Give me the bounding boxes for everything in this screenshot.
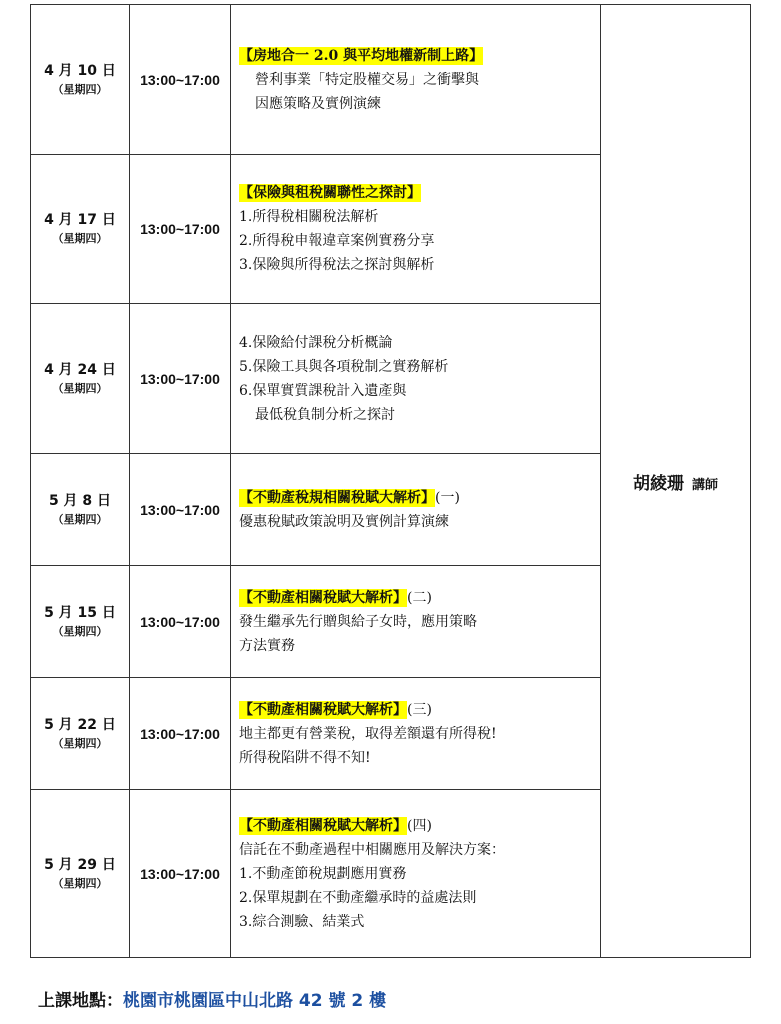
session-part-number: (一) <box>435 489 460 506</box>
venue-address: 桃園市桃園區中山北路 42 號 2 樓 <box>123 991 387 1011</box>
content-line: 營利事業「特定股權交易」之衝擊與 <box>255 71 479 88</box>
content-line: 地主都更有營業稅，取得差額還有所得稅! <box>239 725 497 742</box>
content-line: 因應策略及實例演練 <box>255 95 381 112</box>
content-line: 優惠稅賦政策說明及實例計算演練 <box>239 513 449 530</box>
content-line: 方法實務 <box>239 637 295 654</box>
session-date: 4 月 24 日 <box>44 361 116 378</box>
session-topic-highlight: 【房地合一 2.0 與平均地權新制上路】 <box>239 47 484 64</box>
session-date: 4 月 10 日 <box>44 62 116 79</box>
venue-label: 上課地點： <box>38 991 123 1011</box>
date-cell <box>31 790 130 958</box>
content-line: 1.所得稅相關稅法解析 <box>239 209 379 225</box>
date-cell <box>31 454 130 566</box>
content-line: 4.保險給付課稅分析概論 <box>239 334 393 351</box>
session-part-number: (三) <box>407 701 432 718</box>
session-weekday: （星期四） <box>52 512 108 526</box>
content-line: 所得稅陷阱不得不知! <box>239 749 371 766</box>
session-content <box>231 5 601 155</box>
session-time: 13:00~17:00 <box>130 155 231 304</box>
session-topic-highlight: 【不動產相關稅賦大解析】 <box>239 817 407 834</box>
session-content <box>231 304 601 454</box>
content-line: 1.不動產節稅規劃應用實務 <box>239 865 407 882</box>
session-date: 4 月 17 日 <box>44 212 116 228</box>
session-weekday: （星期四） <box>52 876 108 890</box>
teacher-name: 胡綾珊 <box>632 473 684 494</box>
session-date: 5 月 8 日 <box>48 492 112 509</box>
content-line: 3.保險與所得稅法之探討與解析 <box>239 257 435 273</box>
session-weekday: （星期四） <box>52 736 108 750</box>
content-line: 5.保險工具與各項稅制之實務解析 <box>239 358 449 375</box>
session-date: 5 月 15 日 <box>44 604 116 621</box>
schedule-body <box>31 5 751 958</box>
date-cell <box>31 304 130 454</box>
course-schedule-table <box>30 4 751 958</box>
session-date: 5 月 22 日 <box>44 716 116 733</box>
session-time: 13:00~17:00 <box>130 790 231 958</box>
session-topic-highlight: 【不動產稅規相關稅賦大解析】 <box>239 489 435 506</box>
session-time: 13:00~17:00 <box>130 304 231 454</box>
content-line: 發生繼承先行贈與給子女時，應用策略 <box>239 613 477 630</box>
session-content <box>231 155 601 304</box>
session-content <box>231 790 601 958</box>
session-content <box>231 454 601 566</box>
date-cell <box>31 5 130 155</box>
session-part-number: (二) <box>407 589 432 606</box>
content-line: 信託在不動產過程中相關應用及解決方案： <box>239 841 505 858</box>
session-time: 13:00~17:00 <box>130 678 231 790</box>
content-line: 2.保單規劃在不動產繼承時的益處法則 <box>239 889 477 906</box>
content-line: 2.所得稅申報違章案例實務分享 <box>239 233 435 249</box>
teacher-cell <box>601 5 751 958</box>
session-time: 13:00~17:00 <box>130 5 231 155</box>
session-date: 5 月 29 日 <box>44 856 116 873</box>
teacher-title: 講師 <box>691 477 718 493</box>
session-topic-highlight: 【不動產相關稅賦大解析】 <box>239 701 407 718</box>
session-content <box>231 678 601 790</box>
session-weekday: （星期四） <box>52 381 108 395</box>
content-line: 最低稅負制分析之探討 <box>255 406 395 423</box>
session-content <box>231 566 601 678</box>
content-line: 3.綜合測驗、結業式 <box>239 913 365 930</box>
session-topic-highlight: 【不動產相關稅賦大解析】 <box>239 589 407 606</box>
table-row <box>31 5 751 155</box>
session-weekday: （星期四） <box>52 624 108 638</box>
date-cell <box>31 678 130 790</box>
session-time: 13:00~17:00 <box>130 566 231 678</box>
session-topic-highlight: 【保險與租稅關聯性之探討】 <box>239 185 421 201</box>
session-time: 13:00~17:00 <box>130 454 231 566</box>
date-cell <box>31 566 130 678</box>
session-weekday: （星期四） <box>52 82 108 96</box>
date-cell <box>31 155 130 304</box>
session-part-number: (四) <box>407 817 432 834</box>
venue-info <box>38 986 386 1011</box>
content-line: 6.保單實質課稅計入遺產與 <box>239 382 407 399</box>
session-weekday: （星期四） <box>52 232 108 245</box>
